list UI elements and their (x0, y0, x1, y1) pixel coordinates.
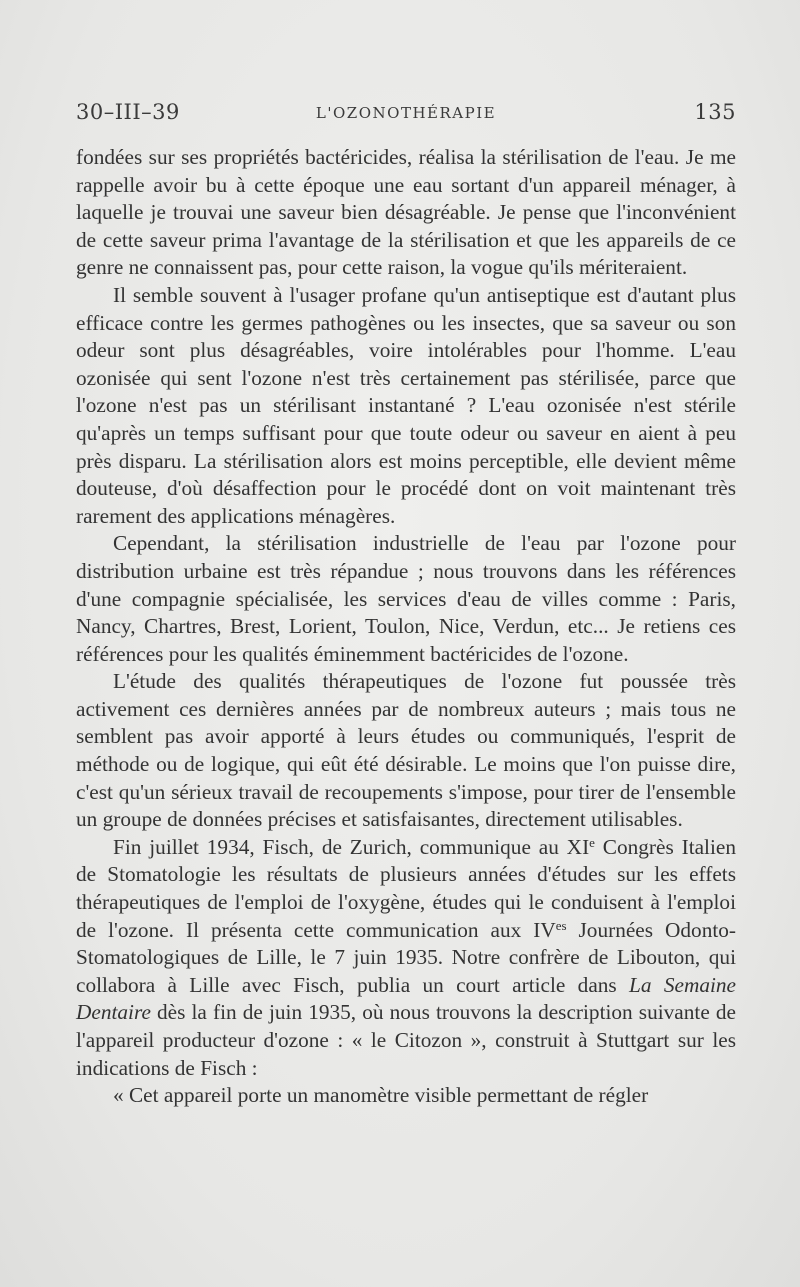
paragraph-2 (76, 282, 736, 530)
superscript-e: e (589, 834, 595, 850)
paragraph-6 (76, 1082, 736, 1110)
paragraph-5-text-b: Congrès Italien de Stomatologie les résultats de plusieurs années d'études sur les effets thérapeutiques de l'emploi de l'oxygène, études qui le conduisent à l'emploi de l'ozone. Il présenta cette communication aux IV (76, 834, 736, 942)
paragraph-4-text: L'étude des qualités thérapeutiques de l'ozone fut poussée très activement ces dernières années par de nombreux auteurs ; mais tous ne semblent pas avoir apporté à leurs études ou communiqués, l'esprit de méthode ou de logique, qui eût été désirable. Le moins que l'on puisse dire, c'est qu'un sérieux travail de recoupements s'impose, pour tirer de l'ensemble un groupe de données précises et satisfaisantes, directement utilisables. (76, 669, 736, 832)
paragraph-5 (76, 834, 736, 1082)
running-head (76, 100, 736, 130)
paragraph-1 (76, 144, 736, 282)
paragraph-3-text: Cependant, la stérilisation industrielle de l'eau par l'ozone pour distribution urbaine est très répandue ; nous trouvons dans les références d'une compagnie spécialisée, les services d'eau de villes comme : Paris, Nancy, Chartres, Brest, Lorient, Toulon, Nice, Verdun, etc... Je retiens ces références pour les qualités éminemment bactéricides de l'ozone. (76, 531, 736, 666)
header-title: L'OZONOTHÉRAPIE (315, 104, 497, 122)
paragraph-1-text: fondées sur ses propriétés bactéricides, réalisa la stérilisation de l'eau. Je me rappelle avoir bu à cette époque une eau sortant d'un appareil ménager, à laquelle je trouvai une saveur bien désagréable. Je pense que l'inconvénient de cette saveur prima l'avantage de la stérilisation et que les appareils de ce genre ne connaissent pas, pour cette raison, la vogue qu'ils mériteraient. (76, 145, 736, 280)
journal-title-italic: La Semaine Dentaire (76, 972, 736, 1025)
paragraph-2-text: Il semble souvent à l'usager profane qu'un antiseptique est d'autant plus efficace contre les germes pathogènes ou les insectes, que sa saveur ou son odeur sont plus désagréables, voire intolérables pour l'homme. L'eau ozonisée qui sent l'ozone n'est très certainement pas stérilisée, parce que l'ozone n'est pas un stérilisant instantané ? L'eau ozonisée n'est stérile qu'après un temps suffisant pour que toute odeur ou saveur en aient à peu près disparu. La stérilisation alors est moins perceptible, elle devient même douteuse, d'où désaffection pour le procédé dont on voit maintenant très rarement des applications ménagères. (76, 282, 736, 528)
body-text (76, 144, 736, 1110)
paragraph-5-text-d: dès la fin de juin 1935, où nous trouvons la description suivante de l'appareil producteur d'ozone : « le Citozon », construit à Stuttgart sur les indications de Fisch : (76, 1000, 736, 1080)
paragraph-4 (76, 668, 736, 834)
paragraph-3 (76, 530, 736, 668)
paragraph-6-text: « Cet appareil porte un manomètre visible permettant de régler (113, 1083, 649, 1108)
page-number: 135 (694, 100, 736, 124)
paragraph-5-text-a: Fin juillet 1934, Fisch, de Zurich, communique au XI (113, 834, 590, 859)
superscript-es: es (555, 917, 567, 933)
paragraph-5-text-c: Journées Odonto-Stomatologiques de Lille, le 7 juin 1935. Notre confrère de Libouton, qui collabora à Lille avec Fisch, publia un court article dans (76, 917, 736, 997)
header-date: 30–III–39 (76, 100, 180, 124)
